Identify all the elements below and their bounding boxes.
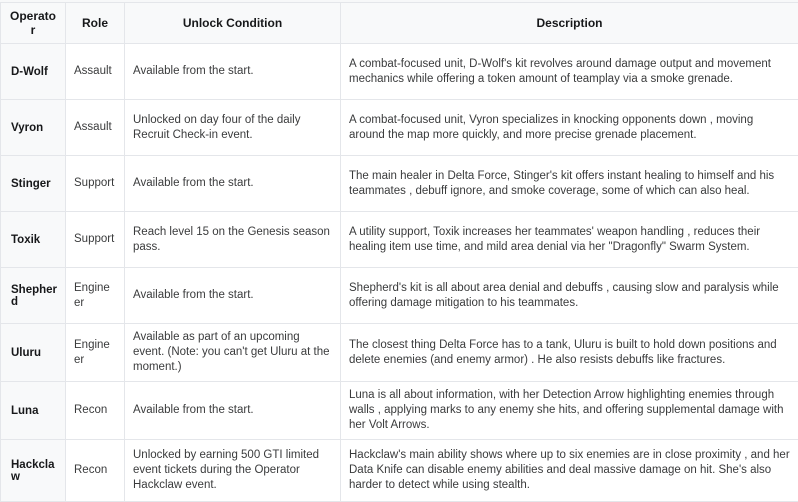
cell-operator: Uluru: [1, 324, 66, 382]
cell-description: The closest thing Delta Force has to a tank, Uluru is built to hold down positions and delete enemies (and enemy armor) . He also resists debuffs like fractures.: [341, 324, 798, 382]
cell-role: Recon: [66, 440, 125, 502]
cell-operator: D-Wolf: [1, 44, 66, 100]
col-header-operator: Operator: [1, 3, 66, 44]
table-row: [1, 100, 798, 156]
cell-unlock-condition: Reach level 15 on the Genesis season pass.: [125, 212, 341, 268]
table-body: [1, 44, 798, 502]
cell-role: Assault: [66, 100, 125, 156]
cell-unlock-condition: Unlocked by earning 500 GTI limited event tickets during the Operator Hackclaw event.: [125, 440, 341, 502]
table-row: [1, 268, 798, 324]
cell-unlock-condition: Unlocked on day four of the daily Recruit Check-in event.: [125, 100, 341, 156]
cell-operator: Stinger: [1, 156, 66, 212]
table-header: [1, 3, 798, 44]
cell-description: Hackclaw's main ability shows where up to six enemies are in close proximity , and her Data Knife can disable enemy abilities and deal massive damage on hit. She's also harder to detect while using stealth.: [341, 440, 798, 502]
cell-operator: Luna: [1, 382, 66, 440]
header-row: [1, 3, 798, 44]
table-row: [1, 44, 798, 100]
cell-operator: Hackclaw: [1, 440, 66, 502]
cell-unlock-condition: Available from the start.: [125, 382, 341, 440]
cell-description: A combat-focused unit, D-Wolf's kit revolves around damage output and movement mechanics while offering a token amount of teamplay via a smoke grenade.: [341, 44, 798, 100]
cell-role: Engineer: [66, 324, 125, 382]
cell-role: Recon: [66, 382, 125, 440]
col-header-unlock-condition: Unlock Condition: [125, 3, 341, 44]
cell-unlock-condition: Available from the start.: [125, 268, 341, 324]
table-row: [1, 212, 798, 268]
cell-unlock-condition: Available from the start.: [125, 156, 341, 212]
cell-role: Support: [66, 212, 125, 268]
table-row: [1, 156, 798, 212]
table-row: [1, 382, 798, 440]
cell-unlock-condition: Available from the start.: [125, 44, 341, 100]
cell-operator: Vyron: [1, 100, 66, 156]
cell-role: Engineer: [66, 268, 125, 324]
table-row: [1, 324, 798, 382]
operators-table: [0, 2, 798, 502]
cell-description: Luna is all about information, with her Detection Arrow highlighting enemies through walls , applying marks to any enemy she hits, and offering supplemental damage with her Volt Arrows.: [341, 382, 798, 440]
cell-description: Shepherd's kit is all about area denial and debuffs , causing slow and paralysis while offering damage mitigation to his teammates.: [341, 268, 798, 324]
col-header-description: Description: [341, 3, 798, 44]
cell-description: A combat-focused unit, Vyron specializes in knocking opponents down , moving around the map more quickly, and more precise grenade placement.: [341, 100, 798, 156]
cell-role: Support: [66, 156, 125, 212]
cell-description: A utility support, Toxik increases her teammates' weapon handling , reduces their healing item use time, and mild area denial via her "Dragonfly" Swarm System.: [341, 212, 798, 268]
cell-operator: Shepherd: [1, 268, 66, 324]
cell-description: The main healer in Delta Force, Stinger's kit offers instant healing to himself and his teammates , debuff ignore, and smoke coverage, some of which can also heal.: [341, 156, 798, 212]
col-header-role: Role: [66, 3, 125, 44]
cell-unlock-condition: Available as part of an upcoming event. (Note: you can't get Uluru at the moment.): [125, 324, 341, 382]
cell-role: Assault: [66, 44, 125, 100]
table-row: [1, 440, 798, 502]
cell-operator: Toxik: [1, 212, 66, 268]
